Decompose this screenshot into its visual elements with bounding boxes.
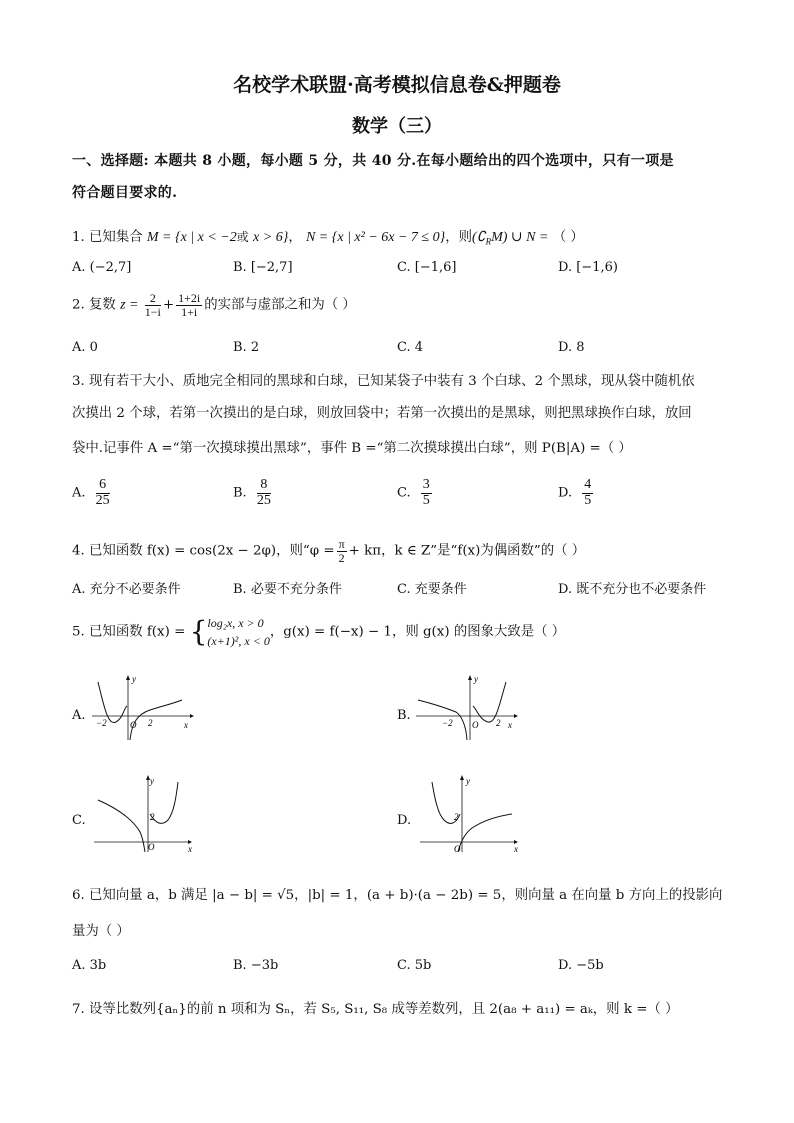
graph-d-y-label: y xyxy=(466,776,470,786)
graph-c-origin: O xyxy=(148,842,155,852)
graph-d-x-label: x xyxy=(514,844,518,854)
graph-b-y-label: y xyxy=(474,674,478,684)
question-7-line1: 7. 设等比数列{aₙ}的前 n 项和为 Sₙ，若 S₅, S₁₁, S₈ 成等差数列，且 2(a₈ + a₁₁) = aₖ，则 k =（ ） xyxy=(72,1002,679,1017)
q6-option-a: A. 3b xyxy=(72,958,107,973)
graph-c-y-label: y xyxy=(150,776,154,786)
q4-option-c: C. 充要条件 xyxy=(397,582,467,597)
q5-graph-d xyxy=(418,774,528,854)
question-3-line2: 次摸出 2 个球，若第一次摸出的是白球，则放回袋中；若第一次摸出的是黑球，则把黑球换作白球，放回 xyxy=(72,406,692,421)
question-3-line3: 袋中.记事件 A =“第一次摸球摸出黑球”，事件 B =“第二次摸球摸出白球”，则 P(B|A) =（ ） xyxy=(72,441,632,456)
graph-b-x-label: x xyxy=(508,720,512,730)
q3-option-a: A. $\frac{6}{25}$ xyxy=(72,477,110,508)
graph-c-x-label: x xyxy=(188,844,192,854)
question-4-stem: 4. 已知函数 f(x) = cos(2x − 2φ)，则“φ = $\frac{\pi}{2}$ + kπ，k ∈ Z”是“f(x)为偶函数”的（ ） xyxy=(72,537,586,565)
graph-b-2: 2 xyxy=(496,718,501,728)
q1-option-d: D. [−1,6) xyxy=(558,260,618,275)
q2-option-d: D. 8 xyxy=(558,340,585,355)
question-1-stem: 1. 已知集合 M = {x | x < −2或 x > 6}， N = {x | x² − 6x − 7 ≤ 0}，则$(∁_RM)$ ∪ N = （ ） xyxy=(72,230,584,247)
question-2-stem: 2. 复数 z = $\frac{2}{1-i}$ + $\frac{1+2i}{1+i}$ 的实部与虚部之和为（ ） xyxy=(72,291,356,319)
question-6-line2: 量为（ ） xyxy=(72,924,130,939)
question-5-stem: 5. 已知函数 f(x) = { log₂x, x > 0 (x+1)², x < 0 ，g(x) = f(−x) − 1，则 g(x) 的图象大致是（ ） xyxy=(72,615,566,648)
q3-option-c: C. $\frac{3}{5}$ xyxy=(397,477,430,508)
q3-option-b: B. $\frac{8}{25}$ xyxy=(233,477,271,508)
q1-option-b: B. [−2,7] xyxy=(233,260,293,275)
graph-a-origin: O xyxy=(130,720,137,730)
graph-b-origin: O xyxy=(472,720,479,730)
q6-option-d: D. −5b xyxy=(558,958,604,973)
q5-graph-c xyxy=(92,774,202,854)
graph-b-neg2: −2 xyxy=(442,718,453,728)
question-6-line1: 6. 已知向量 a，b 满足 |a − b| = √5，|b| = 1，(a + b)·(a − 2b) = 5，则向量 a 在向量 b 方向上的投影向 xyxy=(72,888,723,903)
q5-label-d: D. xyxy=(397,813,412,828)
q5-label-c: C. xyxy=(72,813,86,828)
section-heading-line1: 一、选择题: 本题共 8 小题，每小题 5 分，共 40 分.在每小题给出的四个选项中，只有一项是 xyxy=(72,153,674,169)
q1-option-c: C. [−1,6] xyxy=(397,260,457,275)
page-title: 名校学术联盟·高考模拟信息卷&押题卷 xyxy=(233,74,561,96)
q6-option-b: B. −3b xyxy=(233,958,279,973)
page-subtitle: 数学（三） xyxy=(352,116,442,137)
q5-label-b: B. xyxy=(397,708,411,723)
section-heading-line2: 符合题目要求的. xyxy=(72,185,178,201)
q5-graph-b xyxy=(414,672,524,742)
graph-d-2: 2 xyxy=(454,812,459,822)
q5-graph-a xyxy=(90,672,200,742)
q2-option-a: A. 0 xyxy=(72,340,98,355)
graph-a-2: 2 xyxy=(148,718,153,728)
q4-option-d: D. 既不充分也不必要条件 xyxy=(558,582,707,597)
graph-a-neg2: −2 xyxy=(96,718,107,728)
graph-c-2: 2 xyxy=(150,812,155,822)
q2-option-b: B. 2 xyxy=(233,340,260,355)
q3-option-d: D. $\frac{4}{5}$ xyxy=(558,477,592,508)
q2-option-c: C. 4 xyxy=(397,340,424,355)
q4-option-a: A. 充分不必要条件 xyxy=(72,582,181,597)
q5-label-a: A. xyxy=(72,708,86,723)
q6-option-c: C. 5b xyxy=(397,958,432,973)
q1-option-a: A. (−2,7] xyxy=(72,260,132,275)
graph-a-y-label: y xyxy=(132,674,136,684)
graph-a-x-label: x xyxy=(184,720,188,730)
graph-d-origin: O xyxy=(454,844,461,854)
question-3-line1: 3. 现有若干大小、质地完全相同的黑球和白球，已知某袋子中装有 3 个白球、2 个黑球，现从袋中随机依 xyxy=(72,374,695,389)
q4-option-b: B. 必要不充分条件 xyxy=(233,582,342,597)
